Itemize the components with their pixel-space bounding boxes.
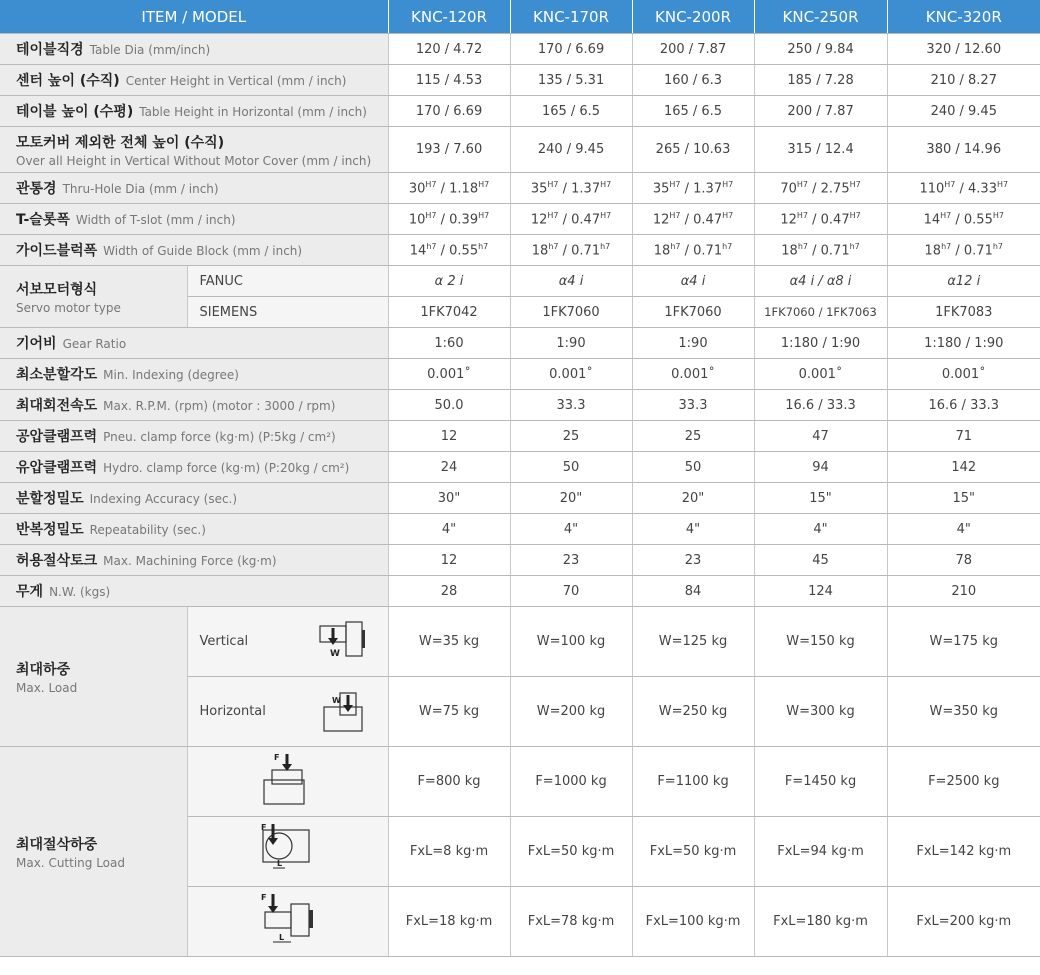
row-label: 무게 N.W. (kgs) (0, 576, 388, 607)
row-label: 센터 높이 (수직) Center Height in Vertical (mm / inch) (0, 65, 388, 96)
header-item-model: ITEM / MODEL (0, 0, 388, 34)
cell: 20" (510, 483, 632, 514)
cell: 1:180 / 1:90 (887, 328, 1040, 359)
cell: W=35 kg (388, 607, 510, 677)
header-model: KNC-250R (754, 0, 887, 34)
table-row (0, 576, 1040, 607)
cell: 15" (754, 483, 887, 514)
cell: W=175 kg (887, 607, 1040, 677)
cell: 24 (388, 452, 510, 483)
cell: FxL=142 kg·m (887, 817, 1040, 887)
cell: W=100 kg (510, 607, 632, 677)
cell: 23 (510, 545, 632, 576)
cell: 25 (632, 421, 754, 452)
cell: 240 / 9.45 (510, 127, 632, 173)
moment-load-horizontal-icon (255, 890, 321, 950)
cell: 33.3 (632, 390, 754, 421)
cell: 1FK7083 (887, 297, 1040, 328)
svg-text:L: L (276, 858, 282, 868)
cell: F=2500 kg (887, 747, 1040, 817)
cell: 115 / 4.53 (388, 65, 510, 96)
cell: 4" (887, 514, 1040, 545)
cell: 165 / 6.5 (510, 96, 632, 127)
cell: 28 (388, 576, 510, 607)
cell: α4 i (632, 266, 754, 297)
header-model: KNC-200R (632, 0, 754, 34)
table-row (0, 607, 1040, 677)
cell: 1:90 (632, 328, 754, 359)
table-row (0, 65, 1040, 96)
cell: $35^{H7} / 1.37^{H7}$ (632, 173, 754, 204)
cell: 0.001˚ (754, 359, 887, 390)
cell: 20" (632, 483, 754, 514)
table-row (0, 747, 1040, 817)
cell: 250 / 9.84 (754, 34, 887, 65)
cell: 1FK7060 (510, 297, 632, 328)
row-label: 기어비 Gear Ratio (0, 328, 388, 359)
sub-figure-cell (187, 817, 388, 887)
cell: 50 (632, 452, 754, 483)
cell: 160 / 6.3 (632, 65, 754, 96)
cell: $14^{H7} / 0.55^{H7}$ (887, 204, 1040, 235)
row-label: 최대하중 Max. Load (0, 607, 187, 747)
cell: $14^{h7} / 0.55^{h7}$ (388, 235, 510, 266)
cell: 84 (632, 576, 754, 607)
cell: 16.6 / 33.3 (754, 390, 887, 421)
cell: 47 (754, 421, 887, 452)
cell: 12 (388, 545, 510, 576)
cell: 170 / 6.69 (510, 34, 632, 65)
cell: W=200 kg (510, 677, 632, 747)
vertical-load-icon (316, 620, 366, 664)
cell: F=1100 kg (632, 747, 754, 817)
row-label: 허용절삭토크 Max. Machining Force (kg·m) (0, 545, 388, 576)
cell: F=800 kg (388, 747, 510, 817)
cell: 0.001˚ (632, 359, 754, 390)
cell: 78 (887, 545, 1040, 576)
cell: $12^{H7} / 0.47^{H7}$ (632, 204, 754, 235)
row-label: 모토커버 제외한 전체 높이 (수직) Over all Height in Vertical Without Motor Cover (mm / inch) (0, 127, 388, 173)
cell: $18^{h7} / 0.71^{h7}$ (510, 235, 632, 266)
cell: 15" (887, 483, 1040, 514)
table-row (0, 173, 1040, 204)
row-label: 반복정밀도 Repeatability (sec.) (0, 514, 388, 545)
table-row (0, 235, 1040, 266)
row-label: 테이블직경 Table Dia (mm/inch) (0, 34, 388, 65)
cell: 240 / 9.45 (887, 96, 1040, 127)
cell: 120 / 4.72 (388, 34, 510, 65)
row-label: T-슬롯폭 Width of T-slot (mm / inch) (0, 204, 388, 235)
cell: 4" (510, 514, 632, 545)
cell: $10^{H7} / 0.39^{H7}$ (388, 204, 510, 235)
cell: 135 / 5.31 (510, 65, 632, 96)
sub-label-siemens: SIEMENS (187, 297, 388, 328)
cell: FxL=78 kg·m (510, 887, 632, 957)
cell: $18^{h7} / 0.71^{h7}$ (887, 235, 1040, 266)
cell: 210 / 8.27 (887, 65, 1040, 96)
table-row (0, 96, 1040, 127)
cell: W=300 kg (754, 677, 887, 747)
svg-text:W: W (331, 695, 341, 705)
cell: 4" (632, 514, 754, 545)
sub-label-vertical: Vertical W (187, 607, 388, 677)
cell: F=1000 kg (510, 747, 632, 817)
sub-label-fanuc: FANUC (187, 266, 388, 297)
row-label: 테이블 높이 (수평) Table Height in Horizontal (mm / inch) (0, 96, 388, 127)
table-row (0, 266, 1040, 297)
cell: α 2 i (388, 266, 510, 297)
cell: 380 / 14.96 (887, 127, 1040, 173)
cell: 50 (510, 452, 632, 483)
cell: FxL=100 kg·m (632, 887, 754, 957)
horizontal-load-icon (320, 689, 366, 735)
cell: 200 / 7.87 (754, 96, 887, 127)
header-model: KNC-170R (510, 0, 632, 34)
cell: W=250 kg (632, 677, 754, 747)
header-model: KNC-320R (887, 0, 1040, 34)
cell: FxL=180 kg·m (754, 887, 887, 957)
cell: 4" (388, 514, 510, 545)
cell: 1:90 (510, 328, 632, 359)
cell: 70 (510, 576, 632, 607)
cell: 30" (388, 483, 510, 514)
cell: 25 (510, 421, 632, 452)
cell: W=350 kg (887, 677, 1040, 747)
cell: $18^{h7} / 0.71^{h7}$ (632, 235, 754, 266)
cell: 320 / 12.60 (887, 34, 1040, 65)
cell: 50.0 (388, 390, 510, 421)
cell: FxL=94 kg·m (754, 817, 887, 887)
cell: α12 i (887, 266, 1040, 297)
sub-figure-cell (187, 887, 388, 957)
svg-text:F: F (273, 752, 279, 762)
cell: FxL=200 kg·m (887, 887, 1040, 957)
cell: 193 / 7.60 (388, 127, 510, 173)
header-row (0, 0, 1040, 34)
cell: 265 / 10.63 (632, 127, 754, 173)
cell: $18^{h7} / 0.71^{h7}$ (754, 235, 887, 266)
cell: 1FK7042 (388, 297, 510, 328)
table-row (0, 328, 1040, 359)
cell: 185 / 7.28 (754, 65, 887, 96)
cell: 165 / 6.5 (632, 96, 754, 127)
cell: W=150 kg (754, 607, 887, 677)
cell: 94 (754, 452, 887, 483)
cell: $30^{H7} / 1.18^{H7}$ (388, 173, 510, 204)
table-row (0, 514, 1040, 545)
row-label: 서보모터형식 Servo motor type (0, 266, 187, 328)
svg-text:L: L (278, 932, 284, 942)
cell: 0.001˚ (887, 359, 1040, 390)
cell: 16.6 / 33.3 (887, 390, 1040, 421)
cell: 45 (754, 545, 887, 576)
row-label: 최대회전속도 Max. R.P.M. (rpm) (motor : 3000 / rpm) (0, 390, 388, 421)
cell: $12^{H7} / 0.47^{H7}$ (510, 204, 632, 235)
row-label: 분할정밀도 Indexing Accuracy (sec.) (0, 483, 388, 514)
cell: 1:180 / 1:90 (754, 328, 887, 359)
cell: 33.3 (510, 390, 632, 421)
cell: 12 (388, 421, 510, 452)
cell: W=125 kg (632, 607, 754, 677)
row-label: 최소분할각도 Min. Indexing (degree) (0, 359, 388, 390)
cell: 23 (632, 545, 754, 576)
sub-figure-cell (187, 747, 388, 817)
cell: FxL=8 kg·m (388, 817, 510, 887)
cell: 1:60 (388, 328, 510, 359)
cell: FxL=50 kg·m (632, 817, 754, 887)
moment-load-vertical-icon (255, 820, 321, 880)
svg-text:F: F (260, 892, 266, 902)
cell: $35^{H7} / 1.37^{H7}$ (510, 173, 632, 204)
row-label: 최대절삭하중 Max. Cutting Load (0, 747, 187, 957)
cell: $12^{H7} / 0.47^{H7}$ (754, 204, 887, 235)
row-label: 관통경 Thru-Hole Dia (mm / inch) (0, 173, 388, 204)
table-row (0, 34, 1040, 65)
row-label: 가이드블럭폭 Width of Guide Block (mm / inch) (0, 235, 388, 266)
svg-text:F: F (260, 822, 266, 832)
row-label: 유압클램프력 Hydro. clamp force (kg·m) (P:20kg / cm²) (0, 452, 388, 483)
table-row (0, 204, 1040, 235)
table-row (0, 545, 1040, 576)
cell: F=1450 kg (754, 747, 887, 817)
cell: FxL=50 kg·m (510, 817, 632, 887)
table-row (0, 127, 1040, 173)
cell: α4 i / α8 i (754, 266, 887, 297)
cell: 4" (754, 514, 887, 545)
sub-label-horizontal: Horizontal W (187, 677, 388, 747)
cell: α4 i (510, 266, 632, 297)
cell: 315 / 12.4 (754, 127, 887, 173)
cell: 170 / 6.69 (388, 96, 510, 127)
table-row (0, 452, 1040, 483)
cell: 71 (887, 421, 1040, 452)
cell: W=75 kg (388, 677, 510, 747)
cell: 124 (754, 576, 887, 607)
row-label: 공압클램프력 Pneu. clamp force (kg·m) (P:5kg / cm²) (0, 421, 388, 452)
cell: 142 (887, 452, 1040, 483)
svg-text:W: W (329, 648, 340, 659)
cell: 0.001˚ (510, 359, 632, 390)
cell: 210 (887, 576, 1040, 607)
cell: $110^{H7} / 4.33^{H7}$ (887, 173, 1040, 204)
table-row (0, 421, 1040, 452)
table-row (0, 390, 1040, 421)
cell: 1FK7060 / 1FK7063 (754, 297, 887, 328)
table-row (0, 359, 1040, 390)
cell: 200 / 7.87 (632, 34, 754, 65)
cell: 0.001˚ (388, 359, 510, 390)
cell: FxL=18 kg·m (388, 887, 510, 957)
cell: $70^{H7} / 2.75^{H7}$ (754, 173, 887, 204)
table-row (0, 483, 1040, 514)
header-model: KNC-120R (388, 0, 510, 34)
cell: 1FK7060 (632, 297, 754, 328)
axial-force-icon (258, 750, 318, 810)
